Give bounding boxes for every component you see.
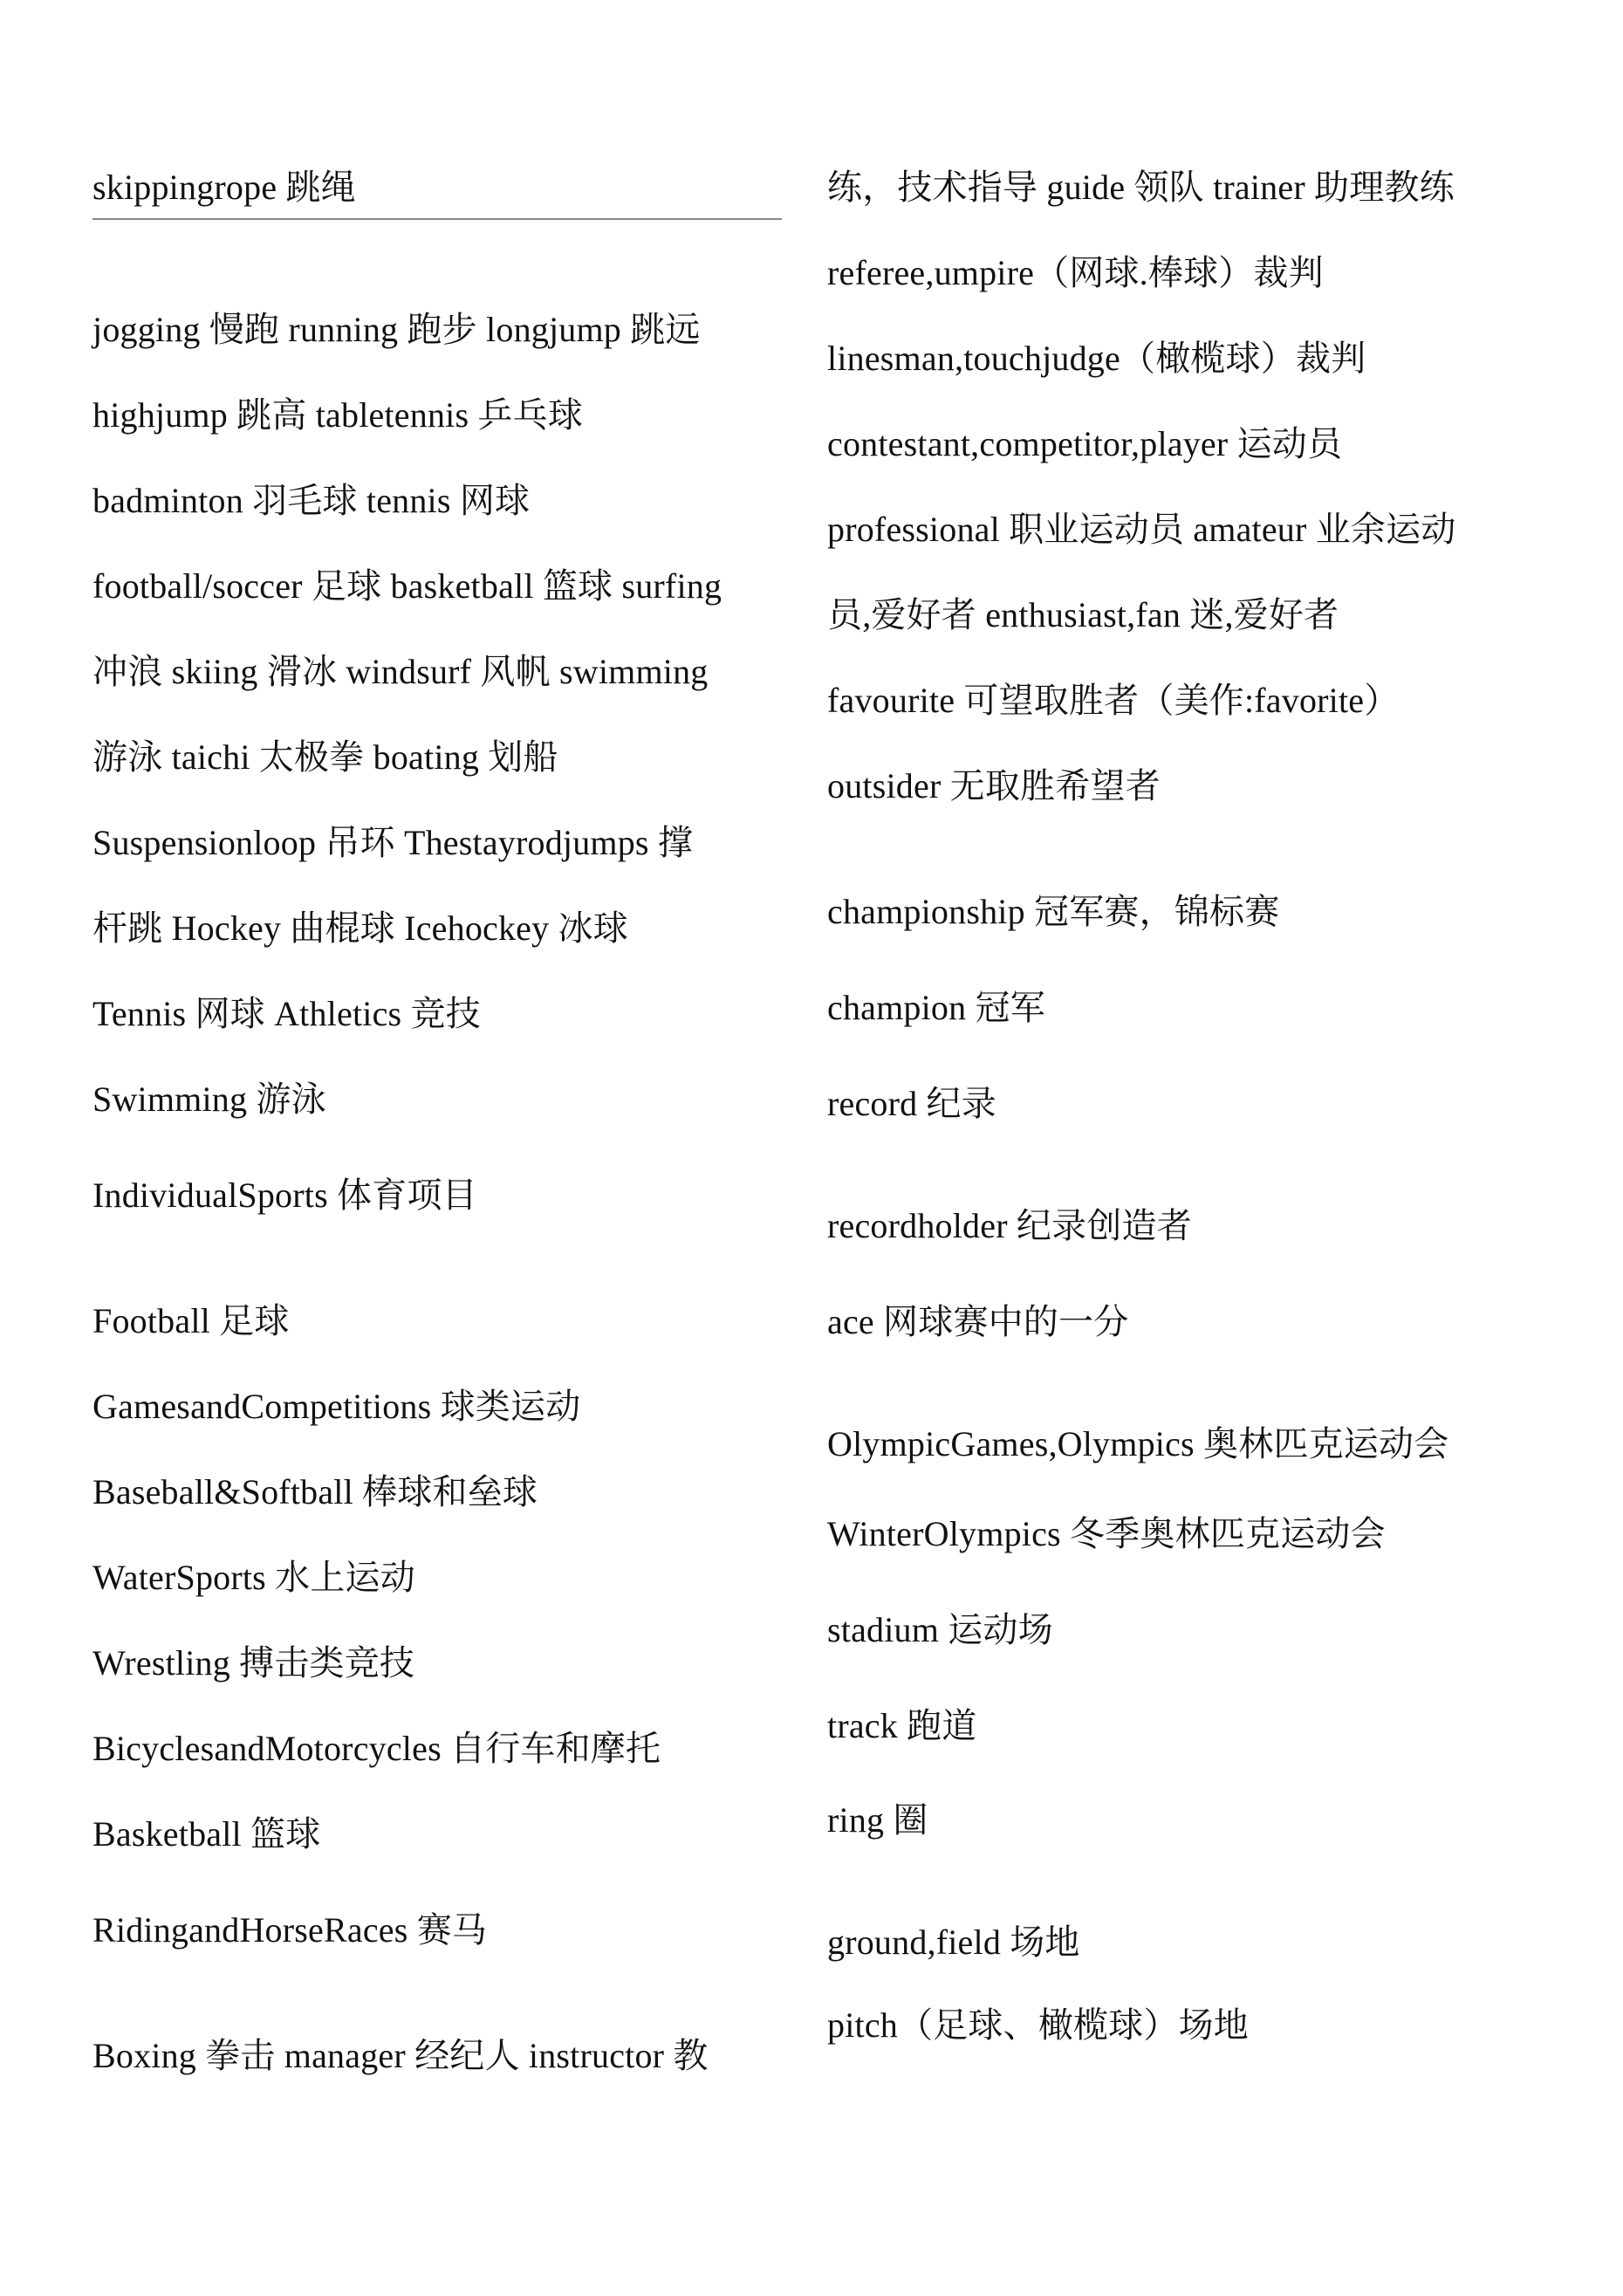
vocab-line: highjump 跳高 tabletennis 乒乓球 <box>92 395 584 435</box>
vocab-line: WaterSports 水上运动 <box>92 1558 415 1597</box>
vocab-line: Suspensionloop 吊环 Thestayrodjumps 撑 <box>92 823 694 862</box>
vocab-line: stadium 运动场 <box>827 1610 1053 1649</box>
vocab-line: 游泳 taichi 太极拳 boating 划船 <box>92 737 558 777</box>
vocab-line: champion 冠军 <box>827 988 1045 1027</box>
vocab-line: 员,爱好者 enthusiast,fan 迷,爱好者 <box>827 595 1339 634</box>
vocab-line: referee,umpire（网球.棒球）裁判 <box>827 253 1324 292</box>
vocab-line: 杆跳 Hockey 曲棍球 Icehockey 冰球 <box>92 908 628 948</box>
vocab-line: 冲浪 skiing 滑冰 windsurf 风帆 swimming <box>92 652 709 691</box>
vocab-line: Football 足球 <box>92 1301 290 1340</box>
vocab-line: ace 网球赛中的一分 <box>827 1302 1129 1341</box>
vocab-line: OlympicGames,Olympics 奥林匹克运动会 <box>827 1424 1449 1463</box>
vocab-line: football/soccer 足球 basketball 篮球 surfing <box>92 566 722 606</box>
vocab-line: skippingrope 跳绳 <box>92 168 356 207</box>
vocab-line: Wrestling 搏击类竞技 <box>92 1643 415 1683</box>
vocab-line: recordholder 纪录创造者 <box>827 1206 1192 1245</box>
vocab-line: badminton 羽毛球 tennis 网球 <box>92 481 531 520</box>
vocab-line: favourite 可望取胜者（美作:favorite） <box>827 681 1400 720</box>
vocab-line: IndividualSports 体育项目 <box>92 1175 477 1215</box>
vocab-line: Tennis 网球 Athletics 竞技 <box>92 994 481 1033</box>
vocab-line: BicyclesandMotorcycles 自行车和摩托 <box>92 1729 661 1768</box>
vocab-line: outsider 无取胜希望者 <box>827 766 1161 805</box>
vocab-line: record 纪录 <box>827 1084 996 1123</box>
vocab-line: RidingandHorseRaces 赛马 <box>92 1910 488 1950</box>
vocab-line: contestant,competitor,player 运动员 <box>827 424 1343 463</box>
vocab-line: ring 圈 <box>827 1800 928 1840</box>
vocab-line: championship 冠军赛，锦标赛 <box>827 892 1280 931</box>
vocab-line: track 跑道 <box>827 1706 977 1745</box>
vocab-line: professional 职业运动员 amateur 业余运动 <box>827 510 1456 549</box>
vocab-line: WinterOlympics 冬季奥林匹克运动会 <box>827 1514 1386 1553</box>
vocab-line: pitch（足球、橄榄球）场地 <box>827 2005 1249 2045</box>
vocab-line: Baseball&Softball 棒球和垒球 <box>92 1472 538 1511</box>
vocab-line: 练，技术指导 guide 领队 trainer 助理教练 <box>827 168 1455 207</box>
vocab-line: ground,field 场地 <box>827 1922 1080 1962</box>
vocab-line: linesman,touchjudge（橄榄球）裁判 <box>827 339 1366 378</box>
vocab-line: Basketball 篮球 <box>92 1814 321 1854</box>
header-rule <box>92 218 782 220</box>
vocab-line: jogging 慢跑 running 跑步 longjump 跳远 <box>92 310 701 349</box>
vocab-line: Swimming 游泳 <box>92 1079 326 1119</box>
vocab-line: Boxing 拳击 manager 经纪人 instructor 教 <box>92 2036 709 2075</box>
vocab-line: GamesandCompetitions 球类运动 <box>92 1387 581 1426</box>
